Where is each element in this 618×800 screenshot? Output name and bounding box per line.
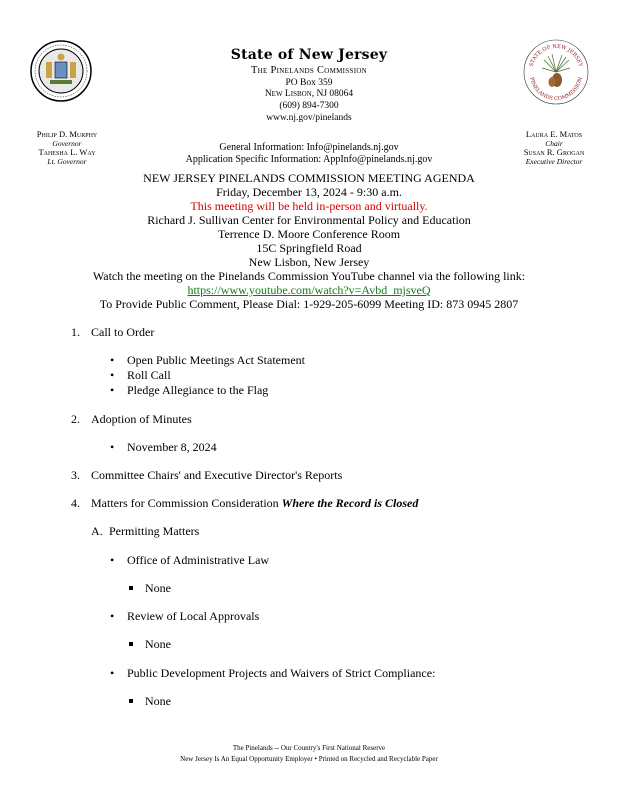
list-item-value: None — [145, 694, 171, 708]
watch-instructions: Watch the meeting on the Pinelands Commission YouTube channel via the following link: — [92, 269, 526, 283]
venue-street: 15C Springfield Road — [256, 241, 362, 255]
general-information: General Information: Info@pinelands.nj.gov — [219, 142, 399, 153]
square-bullet-icon — [129, 586, 133, 590]
meeting-notice: This meeting will be held in-person and virtually. — [190, 199, 428, 213]
governor-name: Philip D. Murphy — [36, 129, 98, 139]
bullet-icon: • — [110, 440, 115, 454]
agenda-item-adoption-of-minutes: Adoption of Minutes — [91, 412, 192, 426]
bullet-icon: • — [110, 553, 115, 567]
bullet-icon: • — [110, 666, 115, 680]
agenda-item-reports: Committee Chairs' and Executive Director's Reports — [91, 468, 343, 482]
chair-name: Laura E. Matos — [525, 129, 583, 139]
list-item: November 8, 2024 — [127, 440, 217, 454]
bullet-icon: • — [110, 383, 115, 397]
bullet-icon: • — [110, 609, 115, 623]
item-text: Matters for Commission Consideration — [91, 496, 282, 510]
agenda-title: NEW JERSEY PINELANDS COMMISSION MEETING AGENDA — [143, 171, 475, 185]
commission-name: The Pinelands Commission — [250, 65, 368, 76]
agenda-item-number: 2. — [71, 412, 80, 426]
po-box: PO Box 359 — [285, 78, 333, 88]
executive-director-name: Susan R. Grogan — [523, 147, 585, 157]
address-town: New Lisbon, NJ 08064 — [264, 89, 354, 99]
lt-governor-title: Lt. Governor — [47, 157, 87, 166]
section-letter: A. — [91, 524, 103, 538]
venue-city: New Lisbon, New Jersey — [248, 255, 370, 269]
subsection-public-development-projects: Public Development Projects and Waivers of Strict Compliance: — [127, 666, 436, 680]
agenda-item-number: 4. — [71, 496, 80, 510]
list-item: Roll Call — [127, 368, 171, 382]
subsection-review-of-local-approvals: Review of Local Approvals — [127, 609, 260, 623]
governor-title: Governor — [52, 139, 82, 148]
executive-director-title: Executive Director — [525, 157, 583, 166]
youtube-link[interactable]: https://www.youtube.com/watch?v=Avbd_mjsveQ — [187, 283, 431, 297]
footer-notice — [0, 755, 618, 765]
list-item-value: None — [145, 581, 171, 595]
pinelands-seal-logo — [522, 38, 590, 106]
bullet-icon: • — [110, 368, 115, 382]
square-bullet-icon — [129, 699, 133, 703]
lt-governor-name: Tahesha L. Way — [38, 147, 96, 157]
chair-title: Chair — [545, 139, 563, 148]
bullet-icon: • — [314, 755, 317, 763]
agenda-item-number: 3. — [71, 468, 80, 482]
footer-paper: Printed on Recycled and Recyclable Paper — [318, 755, 438, 763]
agenda-item-commission-consideration — [91, 496, 418, 511]
subsection-office-of-administrative-law: Office of Administrative Law — [127, 553, 270, 567]
meeting-date: Friday, December 13, 2024 - 9:30 a.m. — [216, 185, 402, 199]
list-item: Open Public Meetings Act Statement — [127, 353, 305, 367]
bullet-icon: • — [110, 353, 115, 367]
footer-employer: New Jersey Is An Equal Opportunity Employer — [180, 755, 313, 763]
state-title: State of New Jersey — [230, 47, 388, 63]
footer-tagline: The Pinelands -- Our Country's First National Reserve — [232, 744, 386, 752]
room-name: Terrence D. Moore Conference Room — [217, 227, 401, 241]
venue-name: Richard J. Sullivan Center for Environmental Policy and Education — [147, 213, 471, 227]
square-bullet-icon — [129, 642, 133, 646]
website[interactable]: www.nj.gov/pinelands — [266, 113, 352, 123]
application-information: Application Specific Information: AppInfo@pinelands.nj.gov — [185, 154, 433, 165]
list-item-value: None — [145, 637, 171, 651]
section-permitting-matters: Permitting Matters — [109, 524, 200, 538]
public-comment-info: To Provide Public Comment, Please Dial: 1-929-205-6099 Meeting ID: 873 0945 2807 — [99, 297, 519, 311]
item-emphasis: Where the Record is Closed — [281, 496, 419, 510]
seal-text-bottom: PINELANDS COMMISSION — [528, 76, 584, 103]
agenda-item-call-to-order: Call to Order — [91, 325, 155, 339]
phone: (609) 894-7300 — [279, 101, 339, 111]
agenda-item-number: 1. — [71, 325, 80, 339]
list-item: Pledge Allegiance to the Flag — [127, 383, 269, 397]
seal-text-top: STATE OF NEW JERSEY — [528, 43, 584, 68]
